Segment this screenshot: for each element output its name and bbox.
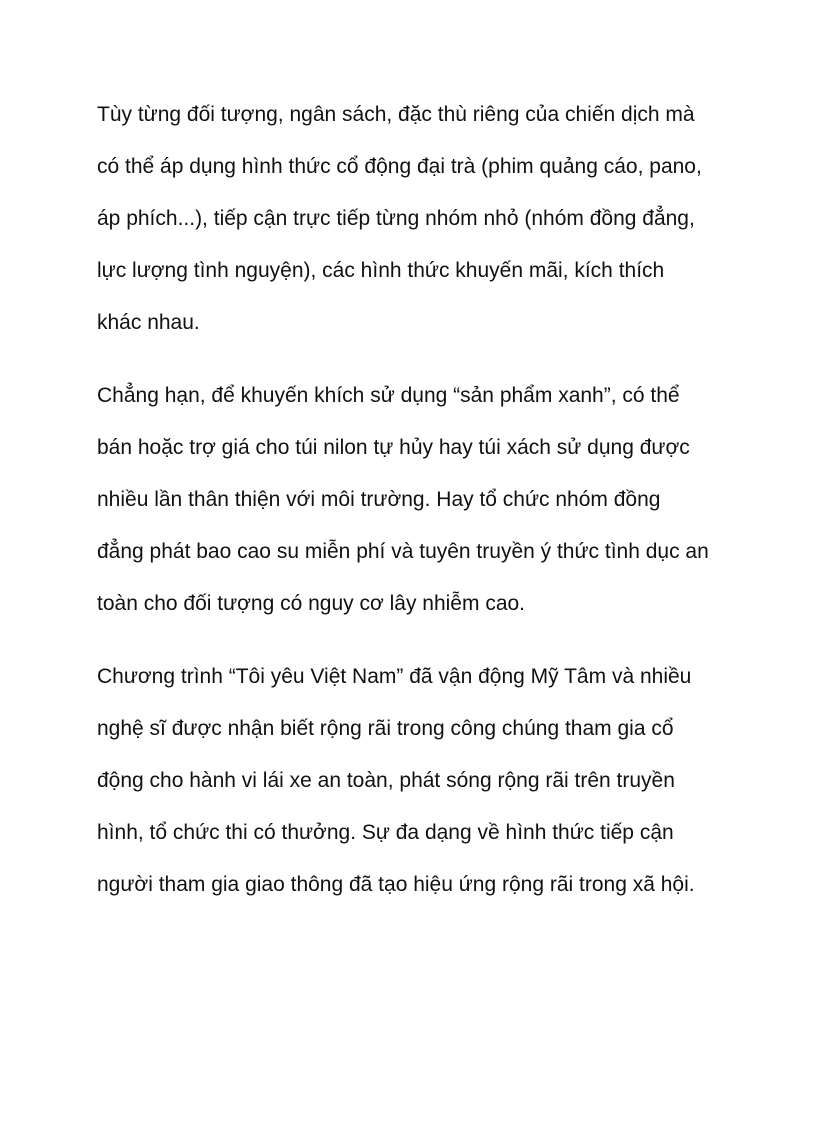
paragraph-2-line-2: bán hoặc trợ giá cho túi nilon tự hủy hay túi xách sử dụng được <box>97 436 690 459</box>
paragraph-3-line-5: người tham gia giao thông đã tạo hiệu ứng rộng rãi trong xã hội. <box>97 873 695 896</box>
paragraph-1-line-3: áp phích...), tiếp cận trực tiếp từng nhóm nhỏ (nhóm đồng đẳng, <box>97 207 695 230</box>
paragraph-2-line-5: toàn cho đối tượng có nguy cơ lây nhiễm cao. <box>97 592 526 615</box>
paragraph-3-line-1: Chương trình “Tôi yêu Việt Nam” đã vận động Mỹ Tâm và nhiều <box>97 665 692 688</box>
paragraph-2-line-4: đẳng phát bao cao su miễn phí và tuyên truyền ý thức tình dục an <box>97 540 709 563</box>
paragraph-3-line-4: hình, tổ chức thi có thưởng. Sự đa dạng về hình thức tiếp cận <box>97 821 674 844</box>
paragraph-2-line-3: nhiều lần thân thiện với môi trường. Hay tổ chức nhóm đồng <box>97 488 661 511</box>
paragraph-1-line-5: khác nhau. <box>97 311 200 334</box>
paragraph-1-line-1: Tùy từng đối tượng, ngân sách, đặc thù riêng của chiến dịch mà <box>97 103 695 126</box>
paragraph-1-line-4: lực lượng tình nguyện), các hình thức khuyến mãi, kích thích <box>97 259 665 282</box>
paragraph-1-line-2: có thể áp dụng hình thức cổ động đại trà (phim quảng cáo, pano, <box>97 155 702 178</box>
paragraph-3-line-3: động cho hành vi lái xe an toàn, phát sóng rộng rãi trên truyền <box>97 769 675 792</box>
paragraph-3-line-2: nghệ sĩ được nhận biết rộng rãi trong công chúng tham gia cổ <box>97 717 674 740</box>
paragraph-2-line-1: Chẳng hạn, để khuyến khích sử dụng “sản phẩm xanh”, có thể <box>97 384 680 407</box>
